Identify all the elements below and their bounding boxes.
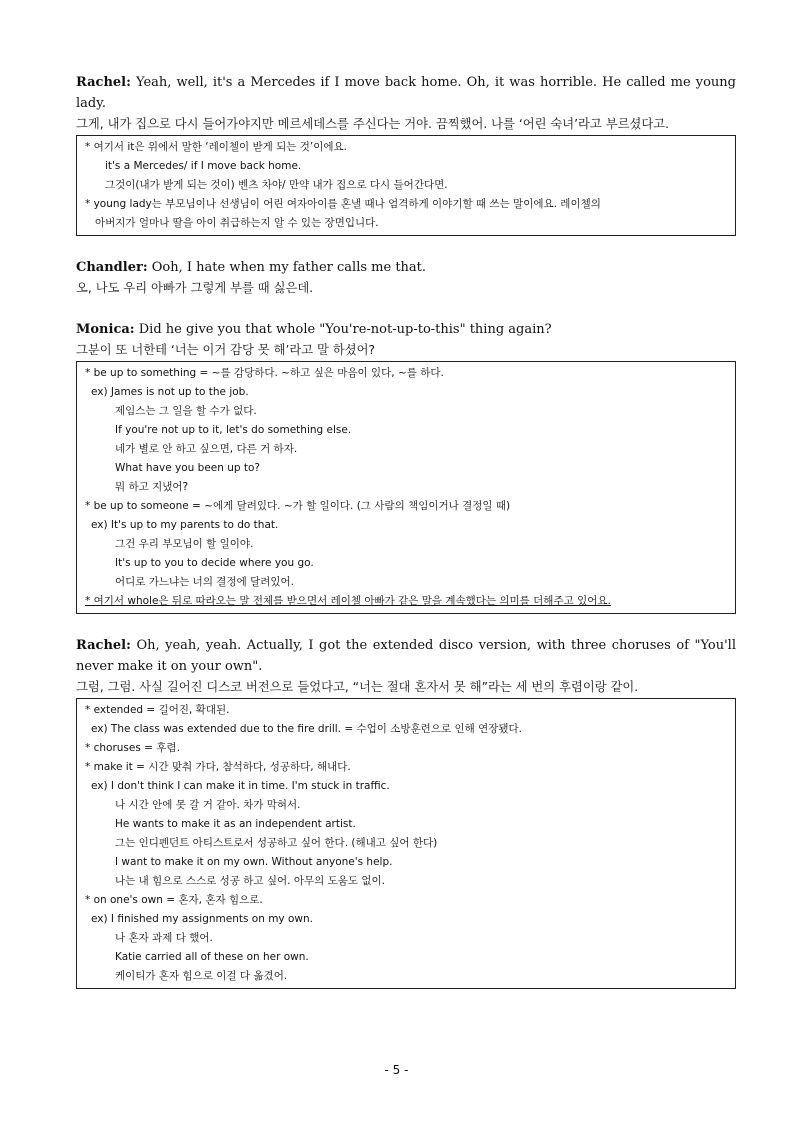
- note-line: ex) I finished my assignments on my own.: [91, 913, 313, 925]
- note-line: 뭐 하고 지냈어?: [115, 481, 189, 493]
- note-line: it's a Mercedes/ if I move back home.: [105, 160, 302, 172]
- note-line: 그는 인디펜던트 아티스트로서 성공하고 싶어 한다. (해내고 싶어 한다): [115, 837, 438, 849]
- note-box: [76, 361, 736, 614]
- korean-translation: 그게, 내가 집으로 다시 들어가야지만 메르세데스를 주신다는 거야. 끔찍했어. 나를 ‘어린 숙녀’라고 부르셨다고.: [76, 117, 670, 131]
- note-line: Katie carried all of these on her own.: [115, 951, 309, 963]
- note-line: * extended = 길어진, 확대된.: [85, 704, 230, 716]
- note-line: I want to make it on my own. Without anyone's help.: [115, 856, 393, 868]
- dialog-block-rachel-1: [76, 72, 736, 236]
- note-line: 어디로 가느냐는 너의 결정에 달려있어.: [115, 576, 294, 588]
- note-line: What have you been up to?: [115, 462, 261, 474]
- dialog-block-chandler: [76, 257, 736, 298]
- note-line: It's up to you to decide where you go.: [115, 557, 314, 569]
- english-line: Yeah, well, it's a Mercedes if I move back home. Oh, it was horrible. He called me young lady.: [76, 75, 737, 111]
- speaker-name: Monica:: [76, 322, 135, 337]
- note-line: 그건 우리 부모님이 할 일이야.: [115, 538, 254, 550]
- dialog-line: [76, 635, 736, 677]
- note-line: * on one's own = 혼자, 혼자 힘으로.: [85, 894, 263, 906]
- note-line: 네가 별로 안 하고 싶으면, 다른 거 하자.: [115, 443, 298, 455]
- note-line: 나 혼자 과제 다 했어.: [115, 932, 213, 944]
- note-line: 그것이(내가 받게 되는 것이) 벤츠 차야/ 만약 내가 집으로 다시 들어간다면.: [105, 179, 448, 191]
- note-line: 제임스는 그 일을 할 수가 없다.: [115, 405, 257, 417]
- korean-translation: 그럼, 그럼. 사실 길어진 디스코 버전으로 들었다고, “너는 절대 혼자서 못 해”라는 세 번의 후렴이랑 같이.: [76, 680, 639, 694]
- note-line: 나는 내 힘으로 스스로 성공 하고 싶어. 아무의 도움도 없이.: [115, 875, 386, 887]
- note-line: * be up to something = ~를 감당하다. ~하고 싶은 마음이 있다, ~를 하다.: [85, 367, 444, 379]
- korean-translation: 오, 나도 우리 아빠가 그렇게 부를 때 싫은데.: [76, 281, 314, 295]
- note-line: ex) It's up to my parents to do that.: [91, 519, 279, 531]
- speaker-name: Rachel:: [76, 638, 131, 653]
- note-line: ex) The class was extended due to the fire drill. = 수업이 소방훈련으로 인해 연장됐다.: [91, 723, 522, 735]
- note-line: * 여기서 it은 위에서 말한 ‘레이첼이 받게 되는 것’이에요.: [85, 141, 348, 153]
- note-line: * choruses = 후렴.: [85, 742, 180, 754]
- note-line: If you're not up to it, let's do something else.: [115, 424, 352, 436]
- dialog-line: [76, 257, 736, 278]
- english-line: Did he give you that whole "You're-not-up-to-this" thing again?: [138, 322, 552, 337]
- document-body: [76, 72, 736, 989]
- dialog-block-monica: [76, 319, 736, 614]
- note-line: He wants to make it as an independent artist.: [115, 818, 356, 830]
- note-line: 아버지가 얼마나 딸을 아이 취급하는지 알 수 있는 장면입니다.: [95, 217, 379, 229]
- english-line: Oh, yeah, yeah. Actually, I got the extended disco version, with three choruses of "You'll never make it on your own".: [76, 638, 736, 674]
- dialog-block-rachel-2: [76, 635, 736, 989]
- dialog-line: [76, 319, 736, 340]
- page-number: - 5 -: [384, 1063, 409, 1077]
- english-line: Ooh, I hate when my father calls me that.: [151, 260, 427, 275]
- note-line: 나 시간 안에 못 갈 거 같아. 차가 막혀서.: [115, 799, 301, 811]
- note-line: 케이티가 혼자 힘으로 이걸 다 옮겼어.: [115, 970, 288, 982]
- speaker-name: Chandler:: [76, 260, 148, 275]
- note-line: * young lady는 부모님이나 선생님이 어린 여자아이를 혼낼 때나 엄격하게 이야기할 때 쓰는 말이에요. 레이첼의: [85, 198, 601, 210]
- note-box: [76, 698, 736, 989]
- dialog-line: [76, 72, 736, 114]
- note-line: * 여기서 whole은 뒤로 따라오는 말 전체를 받으면서 레이첼 아빠가 같은 말을 계속했다는 의미를 더해주고 있어요.: [85, 595, 611, 607]
- note-line: * make it = 시간 맞춰 가다, 참석하다, 성공하다, 해내다.: [85, 761, 351, 773]
- note-line: ex) James is not up to the job.: [91, 386, 249, 398]
- note-line: ex) I don't think I can make it in time. I'm stuck in traffic.: [91, 780, 390, 792]
- note-line: * be up to someone = ~에게 달려있다. ~가 할 일이다. (그 사람의 책임이거나 결정일 때): [85, 500, 511, 512]
- speaker-name: Rachel:: [76, 75, 131, 90]
- note-box: [76, 135, 736, 236]
- korean-translation: 그분이 또 너한테 ‘너는 이거 감당 못 해’라고 말 하셨어?: [76, 343, 375, 357]
